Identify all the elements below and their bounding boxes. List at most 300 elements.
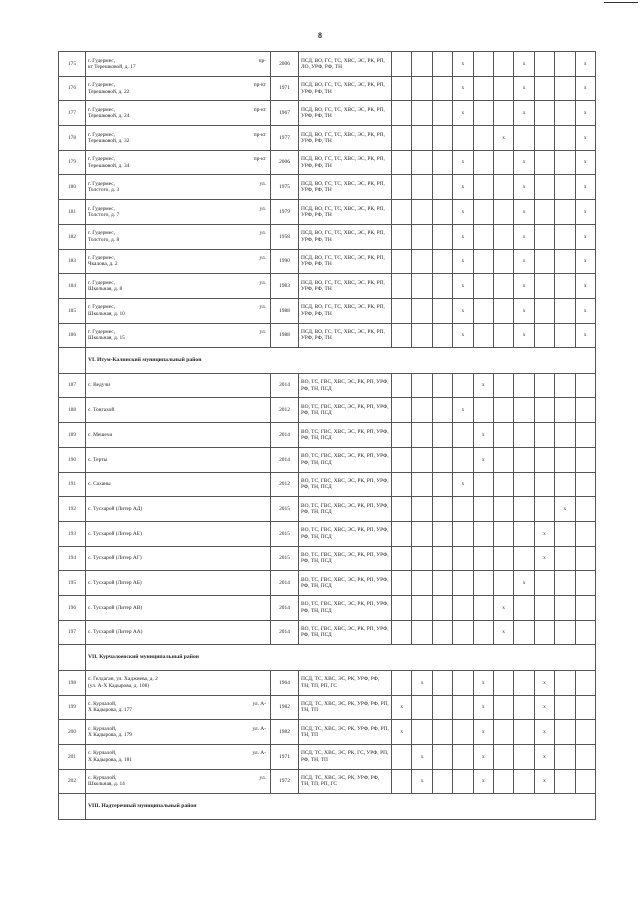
period-mark-cell: [473, 249, 493, 274]
address-line-1: с. Тонгахой: [88, 407, 115, 414]
period-mark-cell: [575, 521, 595, 546]
year-cell: 2014: [271, 595, 299, 620]
period-mark-cell: [432, 744, 452, 769]
table-row: [59, 695, 596, 720]
address-street-type: пр-кт: [253, 106, 266, 113]
year-cell: 2015: [271, 521, 299, 546]
period-mark-cell: [514, 670, 534, 695]
row-number: 192: [59, 497, 86, 522]
table-row: [59, 52, 596, 77]
period-mark-cell: [392, 323, 412, 348]
period-mark-cell: [412, 175, 432, 200]
year-cell: 1988: [271, 323, 299, 348]
period-mark-cell: x: [473, 670, 493, 695]
period-mark-cell: [392, 472, 412, 497]
period-mark-cell: [555, 670, 575, 695]
row-number: 187: [59, 373, 86, 398]
address-line-2: Терешковой, д. 24: [88, 113, 130, 120]
period-mark-cell: [575, 447, 595, 472]
address-line-1: с. Тусхарой (Литер АА): [88, 629, 143, 636]
address-line-2: Чкалова, д. 2: [88, 261, 118, 268]
period-mark-cell: [432, 274, 452, 299]
period-mark-cell: x: [514, 175, 534, 200]
period-mark-cell: [493, 200, 513, 225]
period-mark-cell: x: [514, 200, 534, 225]
period-mark-cell: [412, 695, 432, 720]
works-cell: ПСД, ВО, ГС, ТС, ХВС, ЭС, РК, РП, УРФ, РФ, ТН: [299, 101, 392, 126]
period-mark-cell: [432, 497, 452, 522]
period-mark-cell: [514, 720, 534, 745]
period-mark-cell: x: [473, 720, 493, 745]
address-line-1: с. Тусхарой (Литер АД): [88, 505, 143, 512]
period-mark-cell: [534, 52, 554, 77]
period-mark-cell: x: [514, 274, 534, 299]
address-line-1: г. Гудермес,: [88, 205, 115, 212]
address-street-type: ул.: [259, 304, 266, 311]
period-mark-cell: x: [575, 323, 595, 348]
row-number: 180: [59, 175, 86, 200]
year-cell: 2006: [271, 150, 299, 175]
period-mark-cell: [453, 620, 473, 645]
period-mark-cell: [534, 447, 554, 472]
section-num-cell: [59, 645, 86, 671]
year-cell: 1971: [271, 76, 299, 101]
address-line-2: Терешковой, д. 22: [88, 88, 130, 95]
period-mark-cell: [412, 52, 432, 77]
period-mark-cell: [432, 571, 452, 596]
row-number: 177: [59, 101, 86, 126]
table-row: [59, 595, 596, 620]
address-cell: [86, 744, 271, 769]
period-mark-cell: [575, 595, 595, 620]
period-mark-cell: [473, 323, 493, 348]
period-mark-cell: x: [534, 769, 554, 794]
page-number: 8: [318, 31, 322, 40]
address-cell: [86, 447, 271, 472]
address-line-2: Терешковой, д. 34: [88, 162, 130, 169]
period-mark-cell: [493, 744, 513, 769]
period-mark-cell: [432, 76, 452, 101]
period-mark-cell: [453, 769, 473, 794]
period-mark-cell: [412, 398, 432, 423]
table-row: [59, 249, 596, 274]
address-line-1: с. Тусхарой (Литер АГ): [88, 555, 142, 562]
period-mark-cell: [514, 695, 534, 720]
period-mark-cell: [392, 373, 412, 398]
period-mark-cell: [412, 472, 432, 497]
address-street-type: ул.: [259, 230, 266, 237]
period-mark-cell: [392, 744, 412, 769]
table-row: [59, 620, 596, 645]
period-mark-cell: [412, 101, 432, 126]
period-mark-cell: [575, 546, 595, 571]
row-number: 199: [59, 695, 86, 720]
period-mark-cell: [412, 447, 432, 472]
period-mark-cell: [514, 423, 534, 448]
period-mark-cell: [412, 150, 432, 175]
period-mark-cell: x: [493, 595, 513, 620]
period-mark-cell: x: [575, 298, 595, 323]
period-mark-cell: [493, 398, 513, 423]
address-line-2: Толстого, д. 8: [88, 236, 120, 243]
period-mark-cell: [575, 571, 595, 596]
address-cell: [86, 323, 271, 348]
address-cell: [86, 224, 271, 249]
table-row: [59, 298, 596, 323]
address-cell: [86, 670, 271, 695]
address-line-1: с. Курчалой,: [88, 725, 117, 732]
period-mark-cell: [514, 398, 534, 423]
period-mark-cell: [534, 373, 554, 398]
year-cell: 1982: [271, 720, 299, 745]
address-line-1: с. Тусхарой (Литер АВ): [88, 604, 143, 611]
period-mark-cell: x: [453, 52, 473, 77]
address-cell: [86, 76, 271, 101]
address-street-type: ул. А-: [252, 725, 266, 732]
period-mark-cell: [493, 373, 513, 398]
works-cell: ПСД, ВО, ГС, ТС, ХВС, ЭС, РК, РП, УРФ, РФ, ТН: [299, 76, 392, 101]
period-mark-cell: [473, 546, 493, 571]
period-mark-cell: [453, 521, 473, 546]
period-mark-cell: x: [453, 298, 473, 323]
period-mark-cell: [412, 497, 432, 522]
address-cell: [86, 274, 271, 299]
works-cell: ПСД, ТС, ХВС, ЭС, РК, УРФ, РФ, РП, ТН, ТП: [299, 695, 392, 720]
period-mark-cell: [493, 224, 513, 249]
period-mark-cell: x: [534, 695, 554, 720]
period-mark-cell: [473, 175, 493, 200]
table-row: [59, 546, 596, 571]
period-mark-cell: x: [453, 200, 473, 225]
period-mark-cell: [493, 447, 513, 472]
works-cell: ПСД, ТС, ХВС, ЭС, РК, УРФ, РФ, ТН, ТП, РП, ГС: [299, 769, 392, 794]
period-mark-cell: [412, 323, 432, 348]
period-mark-cell: [432, 521, 452, 546]
period-mark-cell: [493, 249, 513, 274]
section-row: [59, 645, 596, 671]
period-mark-cell: [555, 595, 575, 620]
works-cell: ПСД, ВО, ГС, ТС, ХВС, ЭС, РК, РП, УРФ, РФ, ТН: [299, 224, 392, 249]
period-mark-cell: x: [575, 150, 595, 175]
period-mark-cell: [534, 472, 554, 497]
period-mark-cell: [534, 126, 554, 151]
table-row: [59, 521, 596, 546]
period-mark-cell: x: [534, 521, 554, 546]
period-mark-cell: [493, 769, 513, 794]
period-mark-cell: [473, 497, 493, 522]
period-mark-cell: x: [514, 76, 534, 101]
period-mark-cell: [555, 101, 575, 126]
address-cell: [86, 769, 271, 794]
period-mark-cell: [432, 398, 452, 423]
period-mark-cell: [575, 373, 595, 398]
period-mark-cell: [555, 323, 575, 348]
period-mark-cell: [534, 571, 554, 596]
year-cell: 1982: [271, 695, 299, 720]
works-cell: ВО, ТС, ГВС, ХВС, ЭС, РК, РП, УРФ, РФ, ТН, ПСД: [299, 423, 392, 448]
address-line-1: г. Гудермес,: [88, 180, 115, 187]
year-cell: 2015: [271, 497, 299, 522]
table-body: [59, 52, 596, 820]
period-mark-cell: x: [453, 398, 473, 423]
table-row: [59, 744, 596, 769]
period-mark-cell: [432, 670, 452, 695]
works-cell: ПСД, ВО, ГС, ТС, ХВС, ЭС, РК, РП, УРФ, РФ, ТН: [299, 175, 392, 200]
row-number: 201: [59, 744, 86, 769]
row-number: 183: [59, 249, 86, 274]
period-mark-cell: [412, 423, 432, 448]
table-row: [59, 126, 596, 151]
address-street-type: пр-: [258, 57, 266, 64]
period-mark-cell: x: [453, 472, 473, 497]
table-row: [59, 373, 596, 398]
period-mark-cell: [555, 521, 575, 546]
period-mark-cell: x: [453, 224, 473, 249]
address-cell: [86, 52, 271, 77]
address-cell: [86, 298, 271, 323]
address-cell: [86, 546, 271, 571]
period-mark-cell: x: [493, 620, 513, 645]
period-mark-cell: [453, 423, 473, 448]
period-mark-cell: [392, 298, 412, 323]
period-mark-cell: [534, 200, 554, 225]
address-line-2: Х Кадырова, д. 179: [88, 732, 132, 739]
period-mark-cell: [473, 76, 493, 101]
address-line-1: с. Терты: [88, 456, 108, 463]
address-line-2: Терешковой, д. 32: [88, 137, 130, 144]
period-mark-cell: x: [473, 744, 493, 769]
section-row: [59, 794, 596, 820]
period-mark-cell: [514, 472, 534, 497]
year-cell: 1958: [271, 224, 299, 249]
period-mark-cell: [392, 249, 412, 274]
works-cell: ПСД, ТС, ХВС, ЭС, РК, ГС, УРФ, РП, РФ, ТН, ТП: [299, 744, 392, 769]
table-row: [59, 101, 596, 126]
address-cell: [86, 175, 271, 200]
period-mark-cell: [412, 76, 432, 101]
row-number: 197: [59, 620, 86, 645]
period-mark-cell: [432, 595, 452, 620]
period-mark-cell: [514, 744, 534, 769]
period-mark-cell: x: [575, 126, 595, 151]
period-mark-cell: x: [473, 423, 493, 448]
period-mark-cell: [392, 224, 412, 249]
works-cell: ПСД, ВО, ГС, ТС, ХВС, ЭС, РК, РП, УРФ, РФ, ТН: [299, 126, 392, 151]
period-mark-cell: [432, 200, 452, 225]
period-mark-cell: x: [493, 126, 513, 151]
year-cell: 1990: [271, 249, 299, 274]
period-mark-cell: [392, 175, 412, 200]
section-num-cell: [59, 794, 86, 820]
period-mark-cell: [555, 744, 575, 769]
period-mark-cell: x: [534, 744, 554, 769]
row-number: 193: [59, 521, 86, 546]
works-cell: ПСД, ВО, ГС, ТС, ХВС, ЭС, РК, РП, УРФ, РФ, ТН: [299, 249, 392, 274]
works-cell: ВО, ТС, ГВС, ХВС, ЭС, РК, РП, УРФ, РФ, ТН, ПСД: [299, 620, 392, 645]
table-row: [59, 175, 596, 200]
period-mark-cell: [575, 497, 595, 522]
period-mark-cell: [534, 274, 554, 299]
row-number: 182: [59, 224, 86, 249]
period-mark-cell: x: [575, 249, 595, 274]
period-mark-cell: [555, 546, 575, 571]
address-line-1: г. Гудермес,: [88, 329, 115, 336]
period-mark-cell: [392, 126, 412, 151]
period-mark-cell: x: [534, 546, 554, 571]
table-row: [59, 76, 596, 101]
address-cell: [86, 423, 271, 448]
period-mark-cell: [534, 76, 554, 101]
period-mark-cell: [534, 323, 554, 348]
address-street-type: ул. А-: [252, 750, 266, 757]
table-row: [59, 720, 596, 745]
address-line-2: Х Кадырова, д. 177: [88, 707, 132, 714]
address-cell: [86, 200, 271, 225]
period-mark-cell: x: [412, 744, 432, 769]
address-line-1: г. Гудермес,: [88, 279, 115, 286]
period-mark-cell: x: [392, 695, 412, 720]
period-mark-cell: [392, 769, 412, 794]
period-mark-cell: x: [514, 52, 534, 77]
table-row: [59, 423, 596, 448]
year-cell: 1972: [271, 769, 299, 794]
address-line-2: Школьная, д. 8: [88, 286, 123, 293]
works-cell: ПСД, ВО, ГС, ТС, ХВС, ЭС, РК, РП, УРФ, РФ, ТН: [299, 323, 392, 348]
address-line-1: г. Гудермес,: [88, 57, 115, 64]
address-line-1: с. Мешехи: [88, 431, 113, 438]
period-mark-cell: [514, 447, 534, 472]
row-number: 202: [59, 769, 86, 794]
period-mark-cell: [575, 670, 595, 695]
period-mark-cell: x: [453, 150, 473, 175]
address-line-2: кт Терешковой, д. 17: [88, 63, 136, 70]
period-mark-cell: [392, 200, 412, 225]
address-line-1: с. Гелдаган, ул. Хаджиева, д. 2: [88, 676, 158, 683]
period-mark-cell: [514, 769, 534, 794]
period-mark-cell: x: [392, 720, 412, 745]
section-heading: VI. Итум-Калинский муниципальный район: [86, 348, 596, 374]
period-mark-cell: [534, 620, 554, 645]
address-line-1: с. Ведучи: [88, 382, 111, 389]
address-cell: [86, 150, 271, 175]
period-mark-cell: [514, 521, 534, 546]
period-mark-cell: [432, 298, 452, 323]
period-mark-cell: x: [453, 323, 473, 348]
period-mark-cell: [555, 150, 575, 175]
period-mark-cell: [473, 298, 493, 323]
table-row: [59, 769, 596, 794]
address-line-2: Толстого, д. 7: [88, 211, 120, 218]
period-mark-cell: [555, 769, 575, 794]
address-street-type: пр-кт: [253, 156, 266, 163]
period-mark-cell: x: [412, 670, 432, 695]
year-cell: 1971: [271, 744, 299, 769]
row-number: 194: [59, 546, 86, 571]
repair-schedule-table: [58, 51, 596, 820]
period-mark-cell: [412, 595, 432, 620]
period-mark-cell: [392, 571, 412, 596]
address-cell: [86, 249, 271, 274]
row-number: 181: [59, 200, 86, 225]
period-mark-cell: [555, 76, 575, 101]
address-line-1: с. Курчалой,: [88, 701, 117, 708]
address-line-1: г. Гудермес,: [88, 131, 115, 138]
address-street-type: ул. А-: [252, 701, 266, 708]
year-cell: 1964: [271, 670, 299, 695]
period-mark-cell: x: [473, 695, 493, 720]
period-mark-cell: [555, 695, 575, 720]
address-street-type: ул.: [259, 329, 266, 336]
period-mark-cell: [432, 373, 452, 398]
period-mark-cell: [392, 150, 412, 175]
period-mark-cell: x: [473, 373, 493, 398]
year-cell: 2012: [271, 398, 299, 423]
row-number: 184: [59, 274, 86, 299]
period-mark-cell: [555, 274, 575, 299]
period-mark-cell: [534, 224, 554, 249]
period-mark-cell: x: [514, 571, 534, 596]
period-mark-cell: [534, 298, 554, 323]
table-row: [59, 323, 596, 348]
period-mark-cell: x: [453, 175, 473, 200]
row-number: 195: [59, 571, 86, 596]
period-mark-cell: [412, 521, 432, 546]
address-line-1: г. Гудермес,: [88, 156, 115, 163]
period-mark-cell: x: [453, 249, 473, 274]
period-mark-cell: [534, 398, 554, 423]
address-street-type: ул.: [259, 180, 266, 187]
period-mark-cell: [392, 521, 412, 546]
address-line-1: г. Гудермес,: [88, 230, 115, 237]
period-mark-cell: [392, 423, 412, 448]
period-mark-cell: [534, 150, 554, 175]
period-mark-cell: x: [514, 298, 534, 323]
period-mark-cell: [432, 472, 452, 497]
address-line-2: Школьная, д. 10: [88, 310, 125, 317]
period-mark-cell: [555, 620, 575, 645]
period-mark-cell: [473, 521, 493, 546]
period-mark-cell: x: [473, 769, 493, 794]
year-cell: 2014: [271, 373, 299, 398]
period-mark-cell: [493, 101, 513, 126]
address-cell: [86, 620, 271, 645]
period-mark-cell: [555, 398, 575, 423]
period-mark-cell: [534, 249, 554, 274]
section-heading: VIII. Надтеречный муниципальный район: [86, 794, 596, 820]
period-mark-cell: [493, 274, 513, 299]
period-mark-cell: [392, 497, 412, 522]
period-mark-cell: [412, 274, 432, 299]
period-mark-cell: [493, 521, 513, 546]
period-mark-cell: [493, 76, 513, 101]
works-cell: ПСД, ВО, ГС, ТС, ХВС, ЭС, РК, РП, ЛО, УРФ, РФ, ТН: [299, 52, 392, 77]
period-mark-cell: [473, 200, 493, 225]
table-row: [59, 274, 596, 299]
period-mark-cell: [493, 720, 513, 745]
period-mark-cell: [555, 472, 575, 497]
period-mark-cell: [534, 595, 554, 620]
row-number: 198: [59, 670, 86, 695]
period-mark-cell: x: [575, 52, 595, 77]
address-cell: [86, 497, 271, 522]
works-cell: ПСД, ТС, ХВС, ЭС, РК, УРФ, РФ, ТН, ТП, РП, ГС: [299, 670, 392, 695]
year-cell: 1967: [271, 101, 299, 126]
period-mark-cell: [473, 595, 493, 620]
works-cell: ВО, ТС, ГВС, ХВС, ЭС, РК, РП, УРФ, РФ, ТН, ПСД: [299, 398, 392, 423]
period-mark-cell: [473, 224, 493, 249]
period-mark-cell: [534, 497, 554, 522]
period-mark-cell: [432, 769, 452, 794]
